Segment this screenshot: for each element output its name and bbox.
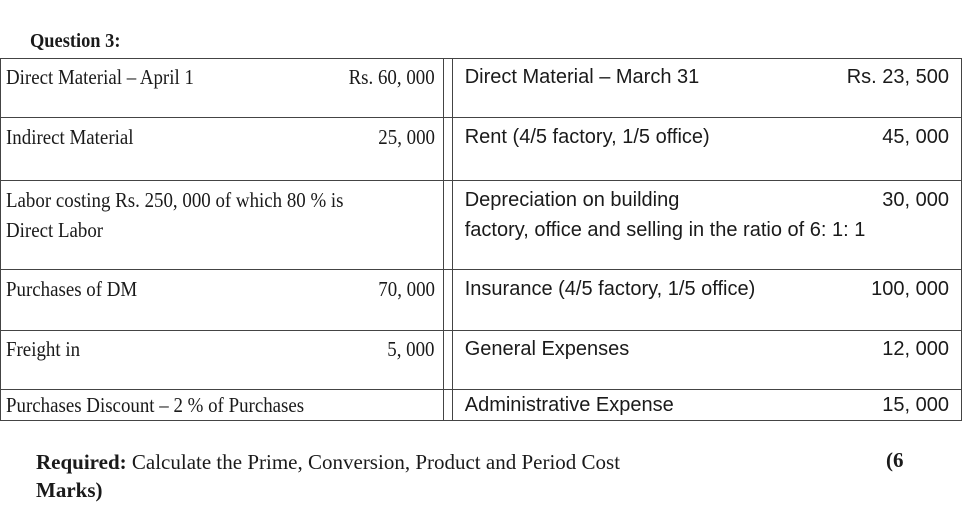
right-cell [452,270,961,331]
right-value: 15, 000 [882,394,949,416]
left-label: Purchases of DM [6,277,138,301]
column-gap [443,118,452,181]
cost-data-table [0,58,962,421]
left-label: Purchases Discount – 2 % of Purchases [6,393,305,417]
left-label-line-2: Direct Labor [6,218,104,242]
column-gap [443,390,452,421]
left-cell [1,331,444,390]
left-cell [1,59,444,118]
left-cell [1,181,444,270]
table-row [1,181,962,270]
left-label: Direct Material – April 1 [6,65,194,89]
table-row [1,390,962,421]
right-label: Administrative Expense [464,394,674,416]
right-cell [452,181,961,270]
question-title: Question 3: [30,30,121,52]
column-gap [443,270,452,331]
left-label: Freight in [6,337,81,361]
table-row [1,59,962,118]
right-value: 45, 000 [882,126,949,148]
right-cell [452,59,961,118]
column-gap [443,181,452,270]
table-row [1,118,962,181]
right-cell [452,118,961,181]
required-instruction [36,448,756,504]
left-value: 25, 000 [377,125,435,149]
left-cell [1,390,444,421]
right-label: General Expenses [464,338,630,360]
left-value: 5, 000 [387,337,435,361]
column-gap [443,59,452,118]
required-text: Calculate the Prime, Conversion, Product and Period Cost [126,450,621,474]
right-cell [452,331,961,390]
left-label: Indirect Material [6,125,134,149]
marks-open: (6 [886,448,904,472]
right-label: Rent (4/5 factory, 1/5 office) [464,126,710,148]
left-value: 70, 000 [377,277,435,301]
table-row [1,270,962,331]
right-value: 100, 000 [871,278,949,300]
right-label: Depreciation on building [464,189,680,211]
left-value: Rs. 60, 000 [348,65,435,89]
column-gap [443,331,452,390]
right-value: Rs. 23, 500 [846,66,949,88]
right-value: 30, 000 [882,189,949,211]
left-cell [1,118,444,181]
right-label: Direct Material – March 31 [464,66,700,88]
right-value: 12, 000 [882,338,949,360]
right-label: Insurance (4/5 factory, 1/5 office) [464,278,756,300]
left-cell [1,270,444,331]
required-label: Required: [36,450,127,474]
marks-close: Marks) [36,478,103,502]
right-cell [452,390,961,421]
table-row [1,331,962,390]
left-label: Labor costing Rs. 250, 000 of which 80 % is [6,188,344,212]
right-label-line-2: factory, office and selling in the ratio of 6: 1: 1 [464,219,866,241]
